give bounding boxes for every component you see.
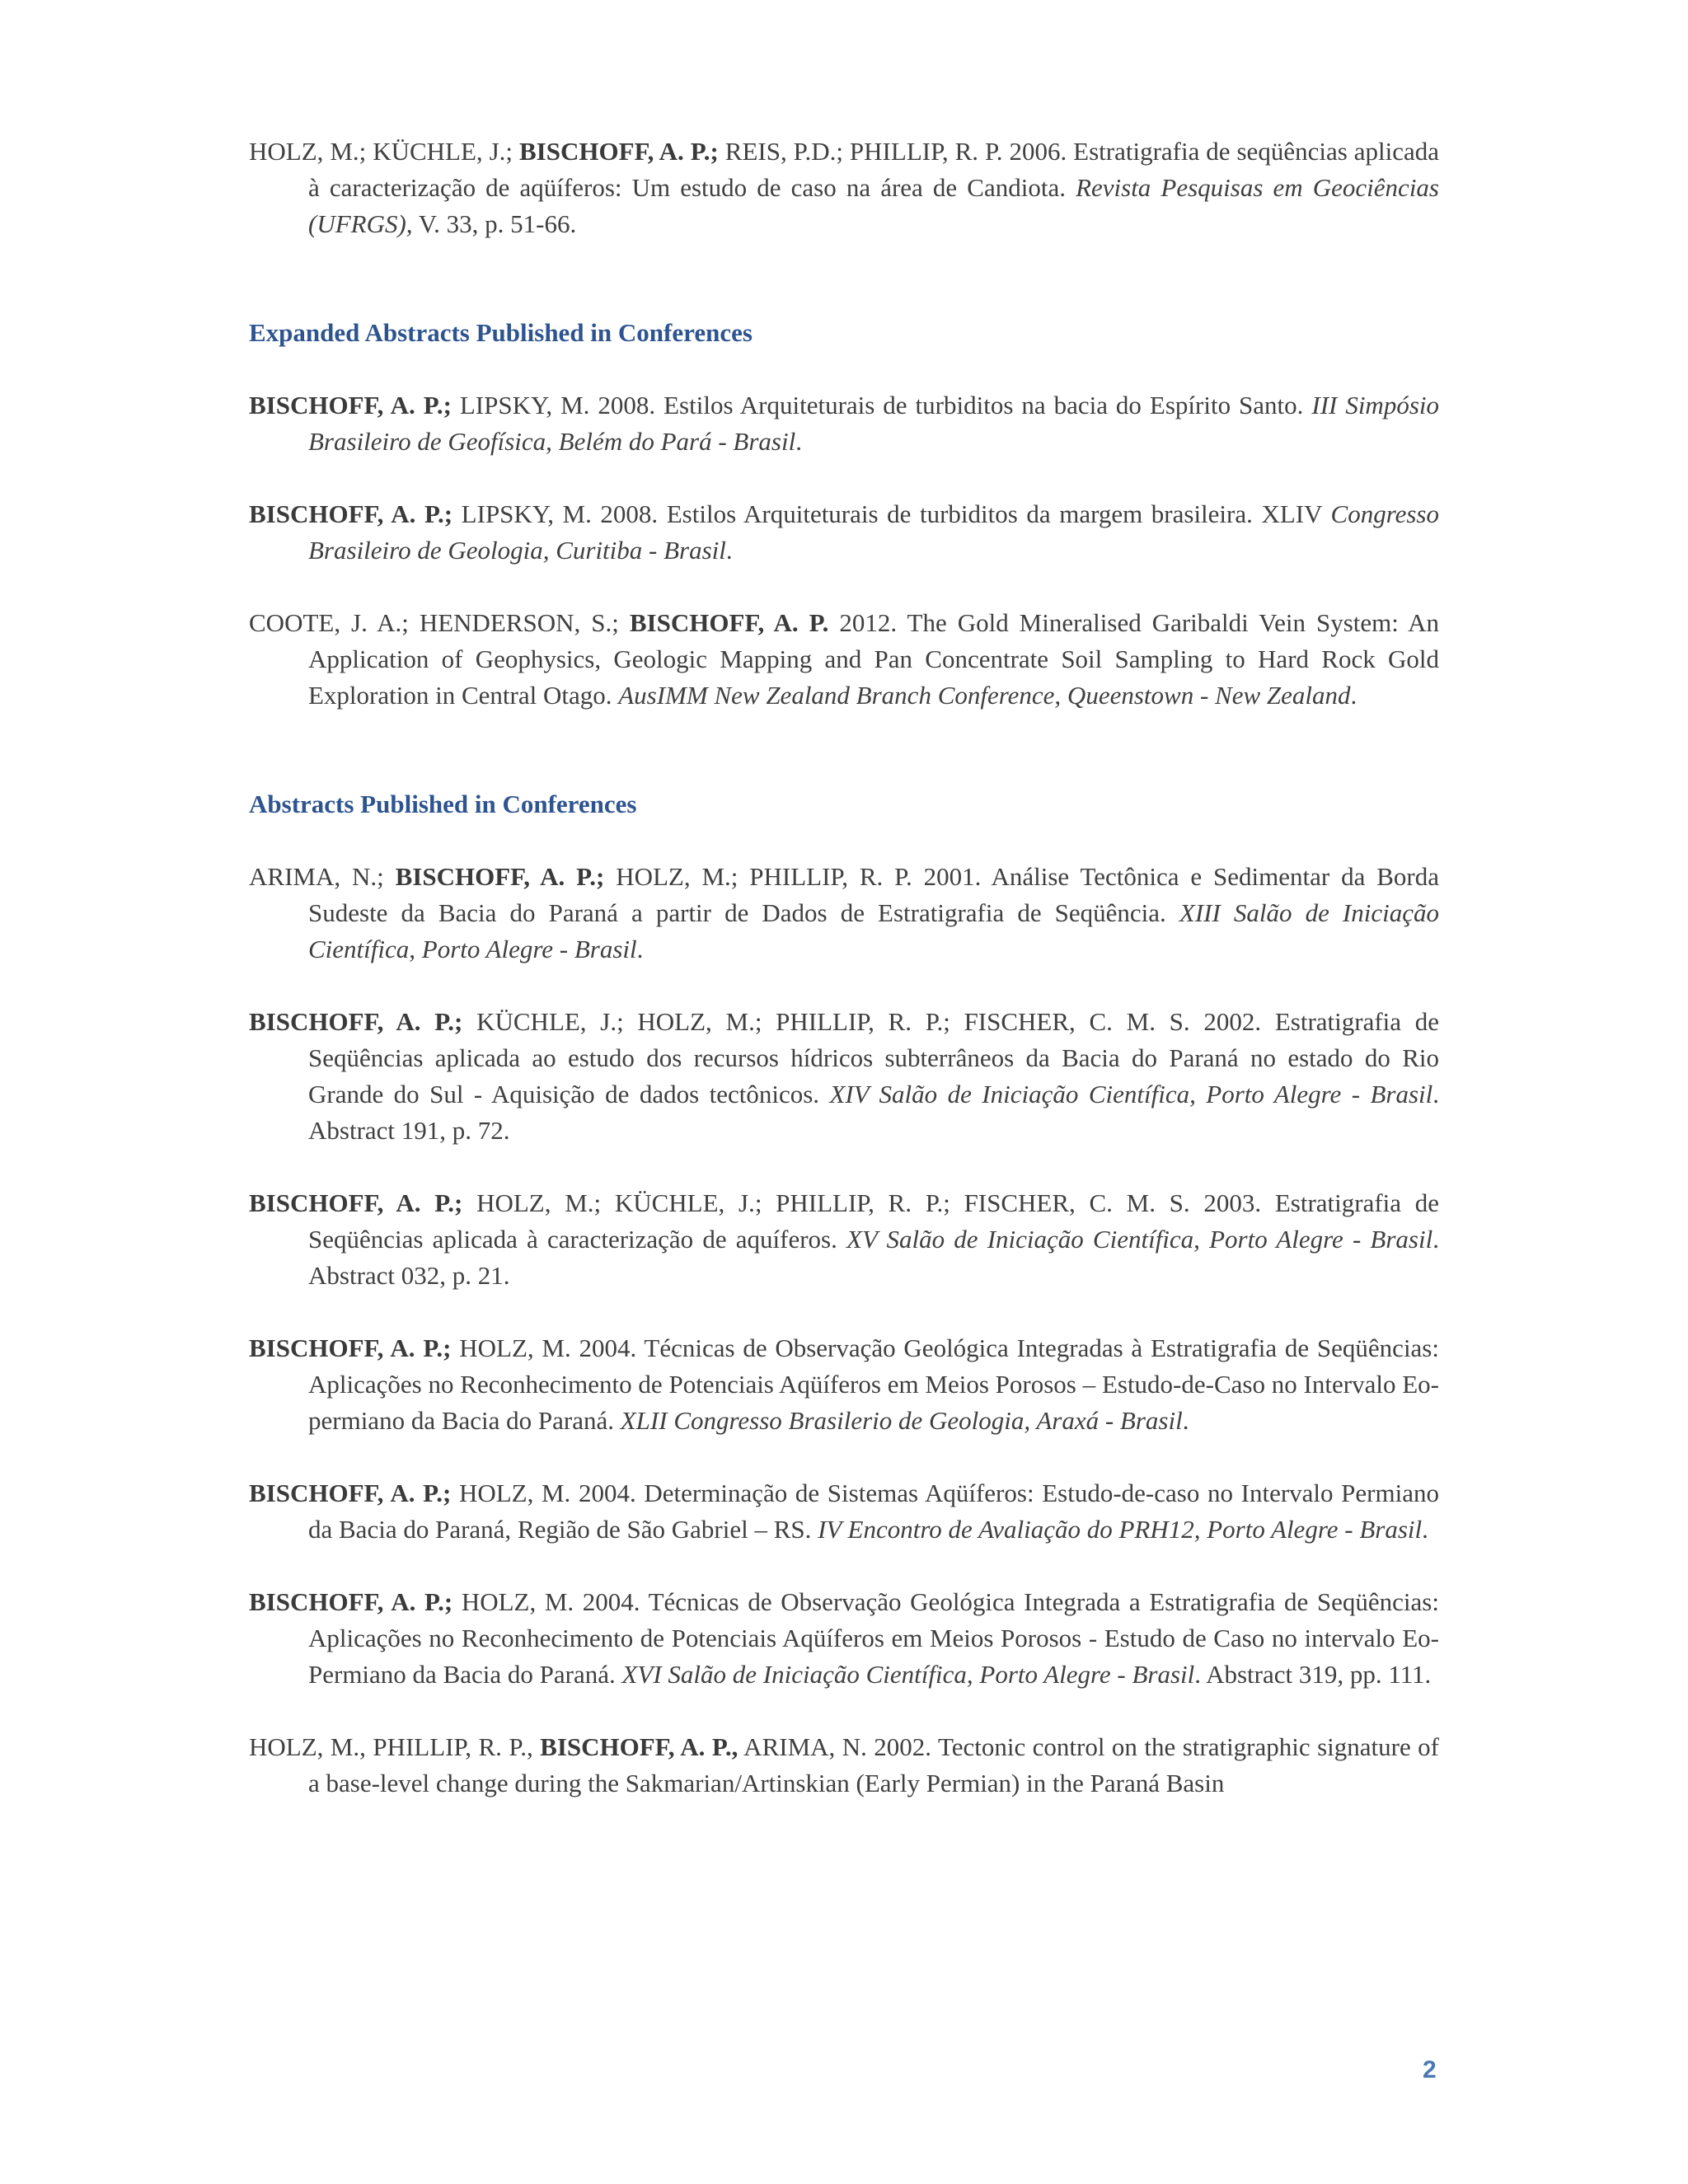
- reference-venue: III Simpósio Brasileiro de Geofísica, Belém do Pará - Brasil: [308, 391, 1439, 456]
- reference-authors: HOLZ, M.; KÜCHLE, J.;: [249, 137, 519, 166]
- reference-text: HOLZ, M. 2004. Técnicas de Observação Geológica Integradas à Estratigrafia de Seqüências: Aplicações no Reconhecimento de Potenciais Aqüíferos em Meios Porosos – Estudo-de-Caso no Intervalo Eo- permiano da Bacia do Paraná.: [308, 1333, 1439, 1435]
- reference-entry: [249, 1729, 1439, 1802]
- reference-entry: [249, 859, 1439, 968]
- reference-entry: [249, 387, 1439, 460]
- reference-author-highlight: BISCHOFF, A. P.;: [249, 1188, 463, 1217]
- reference-details: . Abstract 319, pp. 111.: [1194, 1660, 1432, 1689]
- reference-details: .: [725, 536, 733, 565]
- section-heading-abstracts: Abstracts Published in Conferences: [249, 790, 637, 818]
- publication-list: [249, 134, 1439, 1838]
- reference-author-highlight: BISCHOFF, A. P.;: [249, 1587, 453, 1616]
- reference-entry: [249, 496, 1439, 569]
- reference-venue: AusIMM New Zealand Branch Conference, Queenstown - New Zealand: [618, 681, 1351, 710]
- page-number: 2: [1423, 2056, 1437, 2083]
- reference-authors: HOLZ, M., PHILLIP, R. P.,: [249, 1732, 541, 1761]
- reference-venue: IV Encontro de Avaliação do PRH12, Porto Alegre - Brasil: [818, 1515, 1423, 1544]
- reference-text: ARIMA, N. 2002. Tectonic control on the stratigraphic signature of a base-level change during the Sakmarian/Artinskian (Early Permian) in the Paraná Basin: [308, 1732, 1439, 1797]
- reference-entry: [249, 605, 1439, 714]
- reference-entry: [249, 1185, 1439, 1294]
- reference-venue: Revista Pesquisas em Geociências (UFRGS),: [308, 173, 1439, 238]
- reference-entry: [249, 134, 1439, 242]
- reference-details: .: [636, 935, 644, 963]
- reference-author-highlight: BISCHOFF, A. P.;: [519, 137, 719, 166]
- reference-venue: XIV Salão de Iniciação Científica, Porto Alegre - Brasil: [829, 1080, 1433, 1108]
- reference-text: 2012. The Gold Mineralised Garibaldi Vein System: An Application of Geophysics, Geologic Mapping and Pan Concentrate Soil Sampling to Hard Rock Gold Exploration in Central Otago.: [308, 608, 1440, 710]
- reference-venue: XV Salão de Iniciação Científica, Porto Alegre - Brasil: [846, 1225, 1433, 1254]
- reference-author-highlight: BISCHOFF, A. P.;: [249, 1479, 452, 1507]
- reference-entry: [249, 1475, 1439, 1548]
- reference-text: HOLZ, M.; KÜCHLE, J.; PHILLIP, R. P.; FISCHER, C. M. S. 2003. Estratigrafia de Seqüências aplicada à caracterização de aquíferos.: [308, 1188, 1439, 1254]
- reference-authors: ARIMA, N.;: [249, 862, 396, 891]
- reference-venue: XLII Congresso Brasilerio de Geologia, Araxá - Brasil: [620, 1406, 1183, 1435]
- reference-entry: [249, 1330, 1439, 1439]
- reference-details: .: [1350, 681, 1357, 710]
- reference-authors: COOTE, J. A.; HENDERSON, S.;: [249, 608, 630, 637]
- reference-text: HOLZ, M.; PHILLIP, R. P. 2001. Análise Tectônica e Sedimentar da Borda Sudeste da Bacia do Paraná a partir de Dados de Estratigrafia de Seqüência.: [308, 862, 1439, 927]
- reference-author-highlight: BISCHOFF, A. P.;: [249, 1007, 463, 1036]
- reference-text: HOLZ, M. 2004. Técnicas de Observação Geológica Integrada a Estratigrafia de Seqüências: Aplicações no Reconhecimento de Potenciais Aqüíferos em Meios Porosos - Estudo de Caso no intervalo Eo- Permiano da Bacia do Paraná.: [308, 1587, 1439, 1689]
- reference-author-highlight: BISCHOFF, A. P.: [629, 608, 829, 637]
- reference-details: .: [1182, 1406, 1189, 1435]
- reference-venue: XIII Salão de Iniciação Científica, Porto Alegre - Brasil: [308, 898, 1439, 963]
- reference-author-highlight: BISCHOFF, A. P.;: [395, 862, 605, 891]
- reference-text: REIS, P.D.; PHILLIP, R. P. 2006. Estratigrafia de seqüências aplicada à caracterização de aqüíferos: Um estudo de caso na área de Candiota.: [308, 137, 1439, 202]
- reference-entry: [249, 1584, 1439, 1693]
- reference-details: . Abstract 191, p. 72.: [308, 1080, 1440, 1145]
- reference-author-highlight: BISCHOFF, A. P.;: [249, 391, 452, 419]
- reference-author-highlight: BISCHOFF, A. P.,: [540, 1732, 738, 1761]
- reference-text: KÜCHLE, J.; HOLZ, M.; PHILLIP, R. P.; FISCHER, C. M. S. 2002. Estratigrafia de Seqüências aplicada ao estudo dos recursos hídricos subterrâneos da Bacia do Paraná no estado do Rio Grande do Sul - Aquisição de dados tectônicos.: [308, 1007, 1439, 1108]
- reference-text: LIPSKY, M. 2008. Estilos Arquiteturais de turbiditos na bacia do Espírito Santo.: [451, 391, 1312, 419]
- reference-text: LIPSKY, M. 2008. Estilos Arquiteturais de turbiditos da margem brasileira. XLIV: [452, 499, 1331, 528]
- reference-details: .: [1422, 1515, 1428, 1544]
- reference-entry: [249, 1004, 1439, 1149]
- reference-author-highlight: BISCHOFF, A. P.;: [249, 499, 453, 528]
- reference-author-highlight: BISCHOFF, A. P.;: [249, 1333, 452, 1362]
- reference-text: HOLZ, M. 2004. Determinação de Sistemas Aqüíferos: Estudo-de-caso no Intervalo Permiano da Bacia do Paraná, Região de São Gabriel – RS.: [308, 1479, 1439, 1544]
- reference-venue: Congresso Brasileiro de Geologia, Curitiba - Brasil: [308, 499, 1439, 565]
- reference-venue: XVI Salão de Iniciação Científica, Porto Alegre - Brasil: [621, 1660, 1195, 1689]
- reference-details: .: [795, 427, 802, 456]
- reference-details: . Abstract 032, p. 21.: [308, 1225, 1439, 1290]
- section-heading-expanded-abstracts: Expanded Abstracts Published in Conferences: [249, 318, 753, 347]
- reference-details: V. 33, p. 51-66.: [412, 209, 577, 238]
